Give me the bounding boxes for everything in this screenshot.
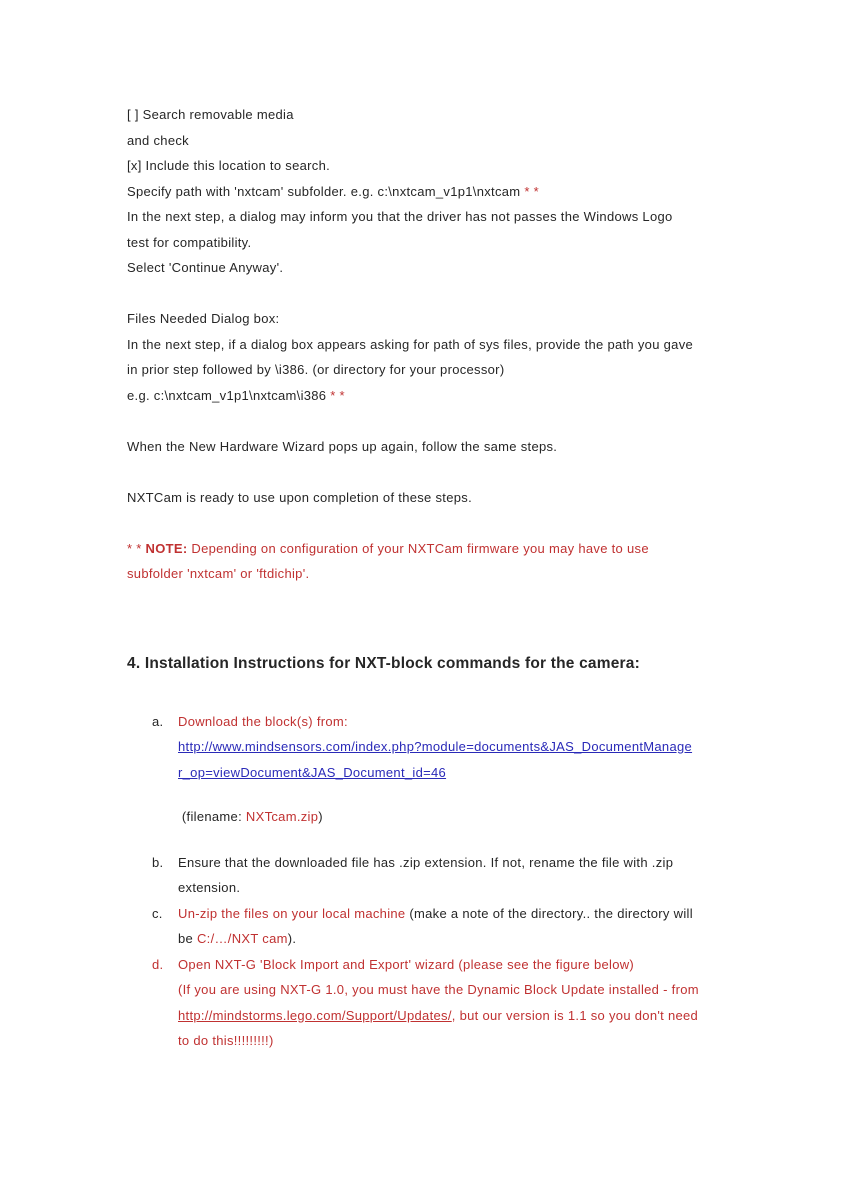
files-needed-line-1: In the next step, if a dialog box appears asking for path of sys files, provide the path you gave [127, 336, 694, 352]
item-b-body [178, 850, 718, 901]
note-asterisks: * * [127, 540, 146, 556]
filename-suffix: ) [318, 809, 323, 824]
filename-prefix: (filename: [178, 809, 246, 824]
list-marker-d: d. [152, 956, 164, 972]
ready-paragraph [127, 485, 718, 511]
mindsensors-link-line-1 [178, 734, 718, 760]
item-a-body [178, 709, 718, 830]
list-marker-c: c. [152, 905, 163, 921]
files-needed-line-2: in prior step followed by \i386. (or directory for your processor) [127, 362, 505, 377]
specify-path-line [127, 179, 718, 205]
search-removable-line: [ ] Search removable media [127, 107, 294, 122]
include-location-line: [x] Include this location to search. [127, 158, 331, 173]
lego-updates-rest: , but our version is 1.1 so you don't need [451, 1007, 699, 1023]
open-wizard-line: Open NXT-G 'Block Import and Export' wizard (please see the figure below) [178, 956, 635, 972]
filename-line [178, 804, 718, 830]
select-continue-line: Select 'Continue Anyway'. [127, 260, 284, 275]
wizard-repeat-paragraph [127, 434, 718, 460]
mindsensors-download-link[interactable]: http://www.mindsensors.com/index.php?module=documents&JAS_DocumentManage [178, 739, 693, 754]
unzip-black-text-2: be [178, 931, 197, 946]
example-path-text: e.g. c:\nxtcam_v1p1\nxtcam\i386 [127, 387, 331, 403]
footnote-asterisks: * * [524, 183, 539, 199]
files-needed-section [127, 306, 718, 408]
unzip-directory-path: C:/…/NXT cam [196, 931, 288, 946]
and-check-line: and check [127, 132, 189, 148]
files-needed-example-line [127, 383, 718, 409]
list-item-a [152, 709, 718, 830]
logo-warning-line-1: In the next step, a dialog may inform you that the driver has not passes the Windows Logo [127, 209, 673, 224]
ready-line: NXTCam is ready to use upon completion of these steps. [127, 489, 472, 505]
unzip-line-1 [178, 901, 718, 927]
logo-warning-line-2: test for compatibility. [127, 234, 252, 250]
list-marker-a: a. [152, 713, 164, 729]
section-4-heading: 4. Installation Instructions for NXT-block commands for the camera: [127, 654, 640, 672]
install-steps-list [127, 709, 718, 1054]
no-need-line: to do this!!!!!!!!!) [178, 1033, 274, 1048]
unzip-red-text: Un-zip the files on your local machine [178, 905, 406, 921]
list-item-c [152, 901, 718, 952]
mindsensors-link-line-2 [178, 760, 718, 786]
mindsensors-download-link[interactable]: r_op=viewDocument&JAS_Document_id=46 [178, 764, 447, 780]
unzip-line-2 [178, 926, 718, 952]
footnote-asterisks: * * [330, 387, 345, 403]
files-needed-title: Files Needed Dialog box: [127, 311, 280, 326]
note-text-1: Depending on configuration of your NXTCam firmware you may have to use [187, 540, 649, 556]
driver-steps-section [127, 102, 718, 281]
specify-path-text: Specify path with 'nxtcam' subfolder. e.g. c:\nxtcam_v1p1\nxtcam [127, 183, 525, 199]
unzip-black-text-1: (make a note of the directory.. the directory will [405, 905, 693, 921]
download-intro-line: Download the block(s) from: [178, 713, 348, 729]
list-item-d [152, 952, 718, 1054]
list-marker-b: b. [152, 854, 164, 870]
note-paragraph [127, 536, 718, 587]
filename-value: NXTcam.zip [245, 809, 319, 824]
lego-updates-line [178, 1003, 718, 1029]
note-label: NOTE: [145, 540, 188, 556]
note-line-1 [127, 536, 718, 562]
dynamic-block-update-line: (If you are using NXT-G 1.0, you must have the Dynamic Block Update installed - from [178, 982, 699, 997]
zip-extension-line-2: extension. [178, 880, 241, 895]
wizard-repeat-line: When the New Hardware Wizard pops up again, follow the same steps. [127, 438, 558, 454]
note-line-2: subfolder 'nxtcam' or 'ftdichip'. [127, 566, 310, 581]
lego-updates-link[interactable]: http://mindstorms.lego.com/Support/Updates/ [178, 1007, 452, 1023]
list-item-b [152, 850, 718, 901]
item-d-body [178, 952, 718, 1054]
zip-extension-line-1: Ensure that the downloaded file has .zip extension. If not, rename the file with .zip [178, 854, 674, 870]
unzip-black-text-3: ). [287, 931, 297, 946]
item-c-body [178, 901, 718, 952]
